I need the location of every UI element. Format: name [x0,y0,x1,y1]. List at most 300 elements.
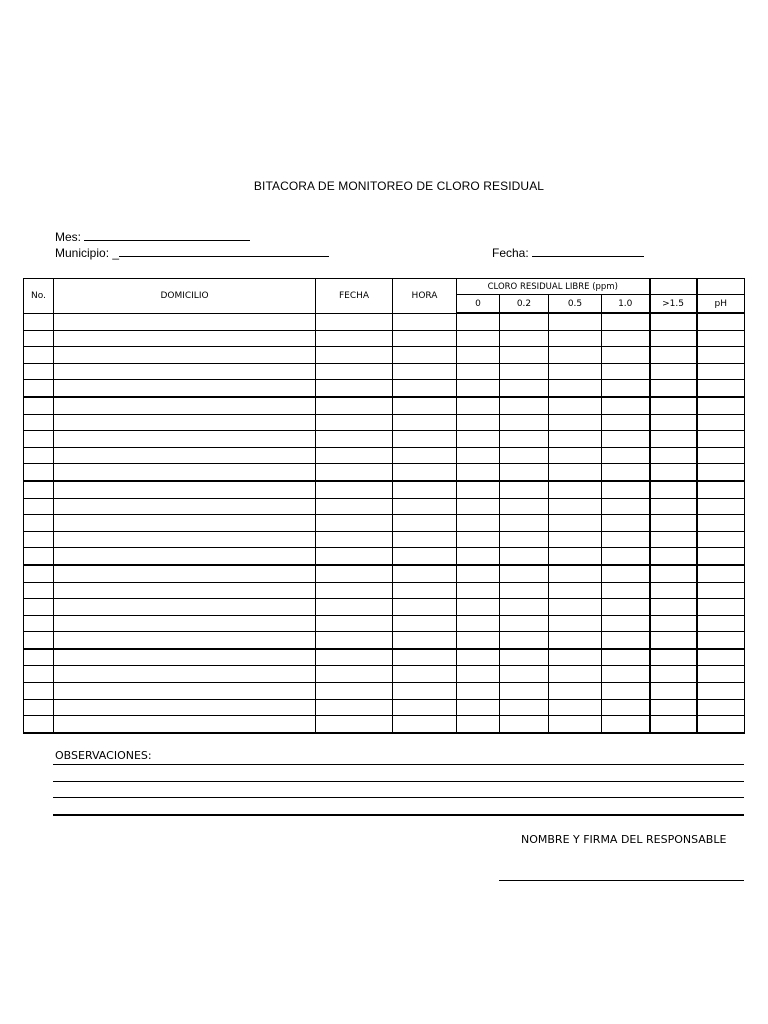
cell-cloro-gt-1-5[interactable] [650,599,697,616]
observaciones-line[interactable] [53,781,744,782]
cell-cloro-0-5[interactable] [549,347,602,364]
cell-hora[interactable] [393,632,457,649]
cell-cloro-0[interactable] [457,531,500,548]
cell-ph[interactable] [697,515,745,532]
cell-no[interactable] [24,397,54,414]
cell-domicilio[interactable] [54,431,316,448]
table-row [24,313,745,330]
cell-cloro-1-0[interactable] [602,363,650,380]
cell-cloro-0[interactable] [457,363,500,380]
cell-fecha[interactable] [316,498,393,515]
cell-fecha[interactable] [316,683,393,700]
mes-field [55,229,250,244]
cell-cloro-0-2[interactable] [500,699,549,716]
cell-domicilio[interactable] [54,632,316,649]
cell-fecha[interactable] [316,565,393,582]
table-row [24,531,745,548]
municipio-prefix: _ [112,246,120,260]
cell-cloro-gt-1-5[interactable] [650,565,697,582]
cell-cloro-0-2[interactable] [500,347,549,364]
cell-fecha[interactable] [316,347,393,364]
header-cloro-1-0: 1.0 [602,295,650,314]
cell-ph[interactable] [697,531,745,548]
cell-hora[interactable] [393,431,457,448]
cell-cloro-0-2[interactable] [500,515,549,532]
cell-cloro-0-5[interactable] [549,548,602,565]
cell-hora[interactable] [393,330,457,347]
cell-cloro-0[interactable] [457,481,500,498]
cell-hora[interactable] [393,615,457,632]
cell-ph[interactable] [697,397,745,414]
cell-cloro-0-5[interactable] [549,380,602,397]
cell-cloro-1-0[interactable] [602,380,650,397]
mes-blank-line[interactable] [84,229,250,241]
cell-domicilio[interactable] [54,515,316,532]
table-row [24,515,745,532]
cell-cloro-0[interactable] [457,347,500,364]
cell-domicilio[interactable] [54,716,316,733]
header-cloro-residual: CLORO RESIDUAL LIBRE (ppm) [457,279,650,295]
cell-ph[interactable] [697,582,745,599]
cell-fecha[interactable] [316,464,393,481]
cell-ph[interactable] [697,599,745,616]
cell-no[interactable] [24,330,54,347]
cell-cloro-0-5[interactable] [549,481,602,498]
cell-cloro-0-5[interactable] [549,565,602,582]
cell-domicilio[interactable] [54,699,316,716]
cell-no[interactable] [24,548,54,565]
cell-ph[interactable] [697,548,745,565]
cell-cloro-0[interactable] [457,565,500,582]
cell-cloro-gt-1-5[interactable] [650,515,697,532]
cell-fecha[interactable] [316,481,393,498]
header-hora: HORA [393,279,457,314]
cell-cloro-0-2[interactable] [500,683,549,700]
cell-domicilio[interactable] [54,481,316,498]
cell-hora[interactable] [393,347,457,364]
cell-no[interactable] [24,716,54,733]
table-row [24,481,745,498]
cell-no[interactable] [24,464,54,481]
cell-fecha[interactable] [316,699,393,716]
municipio-blank-line[interactable] [119,245,329,257]
table-row [24,582,745,599]
fecha-field [492,245,644,260]
cell-domicilio[interactable] [54,447,316,464]
cell-hora[interactable] [393,683,457,700]
cell-cloro-0-2[interactable] [500,363,549,380]
cell-no[interactable] [24,649,54,666]
cell-fecha[interactable] [316,615,393,632]
table-row [24,330,745,347]
cell-hora[interactable] [393,666,457,683]
table-row [24,716,745,733]
cell-no[interactable] [24,683,54,700]
cell-cloro-0[interactable] [457,313,500,330]
cell-cloro-0[interactable] [457,649,500,666]
cell-ph[interactable] [697,464,745,481]
cell-cloro-0[interactable] [457,515,500,532]
cell-ph[interactable] [697,615,745,632]
monitoring-table [23,278,745,734]
observaciones-line[interactable] [53,764,744,765]
cell-ph[interactable] [697,414,745,431]
cell-fecha[interactable] [316,313,393,330]
cell-hora[interactable] [393,397,457,414]
cell-cloro-gt-1-5[interactable] [650,531,697,548]
cell-cloro-gt-1-5[interactable] [650,313,697,330]
table-row [24,380,745,397]
cell-no[interactable] [24,414,54,431]
cell-ph[interactable] [697,363,745,380]
header-fecha: FECHA [316,279,393,314]
table-row [24,615,745,632]
cell-cloro-0-2[interactable] [500,380,549,397]
cell-cloro-0[interactable] [457,548,500,565]
cell-cloro-0-5[interactable] [549,447,602,464]
cell-fecha[interactable] [316,380,393,397]
cell-fecha[interactable] [316,649,393,666]
cell-cloro-0-2[interactable] [500,565,549,582]
cell-cloro-0-5[interactable] [549,313,602,330]
table-row [24,447,745,464]
cell-cloro-0-2[interactable] [500,716,549,733]
cell-cloro-1-0[interactable] [602,582,650,599]
header-cloro-0: 0 [457,295,500,314]
cell-cloro-1-0[interactable] [602,632,650,649]
cell-hora[interactable] [393,481,457,498]
cell-cloro-1-0[interactable] [602,397,650,414]
cell-domicilio[interactable] [54,363,316,380]
cell-domicilio[interactable] [54,347,316,364]
cell-cloro-0-5[interactable] [549,666,602,683]
cell-cloro-1-0[interactable] [602,716,650,733]
fecha-label: Fecha: [492,246,533,260]
cell-ph[interactable] [697,347,745,364]
cell-cloro-0[interactable] [457,615,500,632]
cell-no[interactable] [24,313,54,330]
cell-domicilio[interactable] [54,397,316,414]
cell-cloro-0-5[interactable] [549,599,602,616]
cell-hora[interactable] [393,548,457,565]
cell-cloro-1-0[interactable] [602,565,650,582]
cell-fecha[interactable] [316,531,393,548]
cell-cloro-0[interactable] [457,699,500,716]
cell-hora[interactable] [393,582,457,599]
cell-cloro-gt-1-5[interactable] [650,330,697,347]
cell-hora[interactable] [393,649,457,666]
cell-cloro-0-5[interactable] [549,716,602,733]
cell-domicilio[interactable] [54,313,316,330]
cell-no[interactable] [24,699,54,716]
cell-cloro-0-2[interactable] [500,666,549,683]
cell-cloro-0-2[interactable] [500,431,549,448]
cell-hora[interactable] [393,363,457,380]
cell-ph[interactable] [697,649,745,666]
cell-cloro-1-0[interactable] [602,683,650,700]
cell-cloro-0-5[interactable] [549,498,602,515]
cell-cloro-1-0[interactable] [602,481,650,498]
cell-domicilio[interactable] [54,649,316,666]
cell-ph[interactable] [697,632,745,649]
cell-cloro-gt-1-5[interactable] [650,363,697,380]
cell-cloro-1-0[interactable] [602,615,650,632]
cell-no[interactable] [24,498,54,515]
cell-cloro-1-0[interactable] [602,515,650,532]
cell-cloro-1-0[interactable] [602,666,650,683]
cell-domicilio[interactable] [54,330,316,347]
cell-cloro-0-2[interactable] [500,414,549,431]
cell-no[interactable] [24,515,54,532]
cell-fecha[interactable] [316,599,393,616]
cell-no[interactable] [24,347,54,364]
cell-cloro-0-2[interactable] [500,599,549,616]
cell-no[interactable] [24,599,54,616]
cell-cloro-1-0[interactable] [602,414,650,431]
cell-cloro-1-0[interactable] [602,464,650,481]
header-row-top [24,279,745,295]
cell-cloro-1-0[interactable] [602,531,650,548]
cell-hora[interactable] [393,380,457,397]
cell-fecha[interactable] [316,431,393,448]
header-no: No. [24,279,54,314]
cell-fecha[interactable] [316,447,393,464]
cell-cloro-0[interactable] [457,464,500,481]
cell-ph[interactable] [697,683,745,700]
cell-cloro-1-0[interactable] [602,313,650,330]
cell-cloro-1-0[interactable] [602,649,650,666]
table-row [24,464,745,481]
cell-hora[interactable] [393,531,457,548]
cell-cloro-0-5[interactable] [549,632,602,649]
cell-cloro-gt-1-5[interactable] [650,582,697,599]
cell-ph[interactable] [697,447,745,464]
cell-hora[interactable] [393,464,457,481]
cell-no[interactable] [24,666,54,683]
cell-domicilio[interactable] [54,615,316,632]
table-row [24,347,745,364]
cell-fecha[interactable] [316,330,393,347]
cell-ph[interactable] [697,498,745,515]
cell-cloro-0-2[interactable] [500,632,549,649]
cell-cloro-gt-1-5[interactable] [650,683,697,700]
cell-domicilio[interactable] [54,599,316,616]
cell-cloro-gt-1-5[interactable] [650,447,697,464]
table-row [24,498,745,515]
cell-cloro-0-5[interactable] [549,431,602,448]
page-title: BITACORA DE MONITOREO DE CLORO RESIDUAL [253,179,545,193]
cell-ph[interactable] [697,431,745,448]
cell-no[interactable] [24,565,54,582]
cell-cloro-gt-1-5[interactable] [650,414,697,431]
cell-ph[interactable] [697,313,745,330]
header-domicilio: DOMICILIO [54,279,316,314]
header-blank-cell [650,279,697,295]
cell-cloro-0[interactable] [457,397,500,414]
cell-cloro-0-5[interactable] [549,330,602,347]
cell-fecha[interactable] [316,632,393,649]
table-row [24,699,745,716]
cell-cloro-0-2[interactable] [500,582,549,599]
cell-cloro-gt-1-5[interactable] [650,464,697,481]
cell-domicilio[interactable] [54,380,316,397]
cell-cloro-0[interactable] [457,632,500,649]
cell-cloro-0-5[interactable] [549,464,602,481]
cell-cloro-0[interactable] [457,683,500,700]
cell-cloro-0-2[interactable] [500,649,549,666]
observaciones-line[interactable] [53,797,744,798]
cell-cloro-0-2[interactable] [500,447,549,464]
cell-hora[interactable] [393,447,457,464]
cell-hora[interactable] [393,599,457,616]
table-row [24,599,745,616]
cell-cloro-0-2[interactable] [500,615,549,632]
cell-cloro-1-0[interactable] [602,599,650,616]
table-row [24,632,745,649]
cell-cloro-0-2[interactable] [500,397,549,414]
table-row [24,666,745,683]
cell-cloro-0-2[interactable] [500,330,549,347]
cell-cloro-0-2[interactable] [500,313,549,330]
cell-domicilio[interactable] [54,565,316,582]
cell-cloro-gt-1-5[interactable] [650,347,697,364]
cell-cloro-0[interactable] [457,330,500,347]
observaciones-bottom-rule [53,814,744,816]
cell-cloro-1-0[interactable] [602,498,650,515]
cell-cloro-0[interactable] [457,666,500,683]
cell-cloro-0-5[interactable] [549,699,602,716]
cell-cloro-1-0[interactable] [602,347,650,364]
cell-cloro-0-2[interactable] [500,548,549,565]
cell-no[interactable] [24,363,54,380]
cell-cloro-0[interactable] [457,498,500,515]
cell-domicilio[interactable] [54,531,316,548]
cell-no[interactable] [24,481,54,498]
cell-cloro-gt-1-5[interactable] [650,481,697,498]
cell-no[interactable] [24,582,54,599]
cell-domicilio[interactable] [54,498,316,515]
cell-ph[interactable] [697,716,745,733]
header-ph: pH [697,295,745,314]
cell-hora[interactable] [393,515,457,532]
cell-ph[interactable] [697,330,745,347]
table-body [24,313,745,733]
cell-cloro-0[interactable] [457,582,500,599]
cell-ph[interactable] [697,380,745,397]
cell-domicilio[interactable] [54,582,316,599]
cell-fecha[interactable] [316,582,393,599]
cell-cloro-0-5[interactable] [549,397,602,414]
cell-fecha[interactable] [316,363,393,380]
cell-ph[interactable] [697,666,745,683]
cell-hora[interactable] [393,313,457,330]
cell-cloro-1-0[interactable] [602,447,650,464]
cell-ph[interactable] [697,699,745,716]
cell-no[interactable] [24,380,54,397]
signature-line[interactable] [499,880,744,881]
header-cloro-gt-1-5: >1.5 [650,295,697,314]
cell-fecha[interactable] [316,716,393,733]
table-row [24,683,745,700]
cell-cloro-0-5[interactable] [549,515,602,532]
cell-cloro-0-2[interactable] [500,531,549,548]
cell-no[interactable] [24,632,54,649]
cell-cloro-0[interactable] [457,414,500,431]
cell-hora[interactable] [393,565,457,582]
cell-ph[interactable] [697,481,745,498]
cell-domicilio[interactable] [54,683,316,700]
cell-cloro-0-5[interactable] [549,683,602,700]
cell-cloro-gt-1-5[interactable] [650,666,697,683]
cell-no[interactable] [24,431,54,448]
cell-cloro-0-5[interactable] [549,649,602,666]
header-blank-cell [697,279,745,295]
cell-cloro-0[interactable] [457,716,500,733]
cell-cloro-gt-1-5[interactable] [650,548,697,565]
cell-cloro-gt-1-5[interactable] [650,431,697,448]
cell-cloro-0-2[interactable] [500,464,549,481]
cell-cloro-gt-1-5[interactable] [650,615,697,632]
cell-hora[interactable] [393,716,457,733]
cell-cloro-0-2[interactable] [500,498,549,515]
cell-fecha[interactable] [316,515,393,532]
cell-cloro-1-0[interactable] [602,431,650,448]
cell-cloro-0-5[interactable] [549,531,602,548]
cell-cloro-1-0[interactable] [602,699,650,716]
cell-hora[interactable] [393,498,457,515]
cell-cloro-gt-1-5[interactable] [650,498,697,515]
cell-no[interactable] [24,531,54,548]
cell-domicilio[interactable] [54,666,316,683]
cell-cloro-gt-1-5[interactable] [650,649,697,666]
table-row [24,548,745,565]
cell-fecha[interactable] [316,666,393,683]
cell-cloro-gt-1-5[interactable] [650,699,697,716]
header-cloro-0-2: 0.2 [500,295,549,314]
fecha-blank-line[interactable] [532,245,644,257]
cell-no[interactable] [24,447,54,464]
cell-fecha[interactable] [316,397,393,414]
cell-hora[interactable] [393,414,457,431]
cell-cloro-gt-1-5[interactable] [650,632,697,649]
cell-fecha[interactable] [316,414,393,431]
cell-cloro-gt-1-5[interactable] [650,380,697,397]
table-row [24,649,745,666]
cell-cloro-1-0[interactable] [602,548,650,565]
cell-cloro-0-5[interactable] [549,414,602,431]
municipio-label: Municipio: [55,246,113,260]
cell-domicilio[interactable] [54,548,316,565]
cell-cloro-0-5[interactable] [549,582,602,599]
cell-cloro-gt-1-5[interactable] [650,716,697,733]
cell-cloro-1-0[interactable] [602,330,650,347]
cell-cloro-0[interactable] [457,380,500,397]
cell-ph[interactable] [697,565,745,582]
cell-domicilio[interactable] [54,464,316,481]
cell-cloro-0-2[interactable] [500,481,549,498]
cell-cloro-0-5[interactable] [549,615,602,632]
cell-cloro-gt-1-5[interactable] [650,397,697,414]
cell-hora[interactable] [393,699,457,716]
cell-domicilio[interactable] [54,414,316,431]
cell-no[interactable] [24,615,54,632]
cell-cloro-0[interactable] [457,447,500,464]
table-row [24,397,745,414]
cell-cloro-0[interactable] [457,599,500,616]
cell-cloro-0[interactable] [457,431,500,448]
cell-fecha[interactable] [316,548,393,565]
cell-cloro-0-5[interactable] [549,363,602,380]
